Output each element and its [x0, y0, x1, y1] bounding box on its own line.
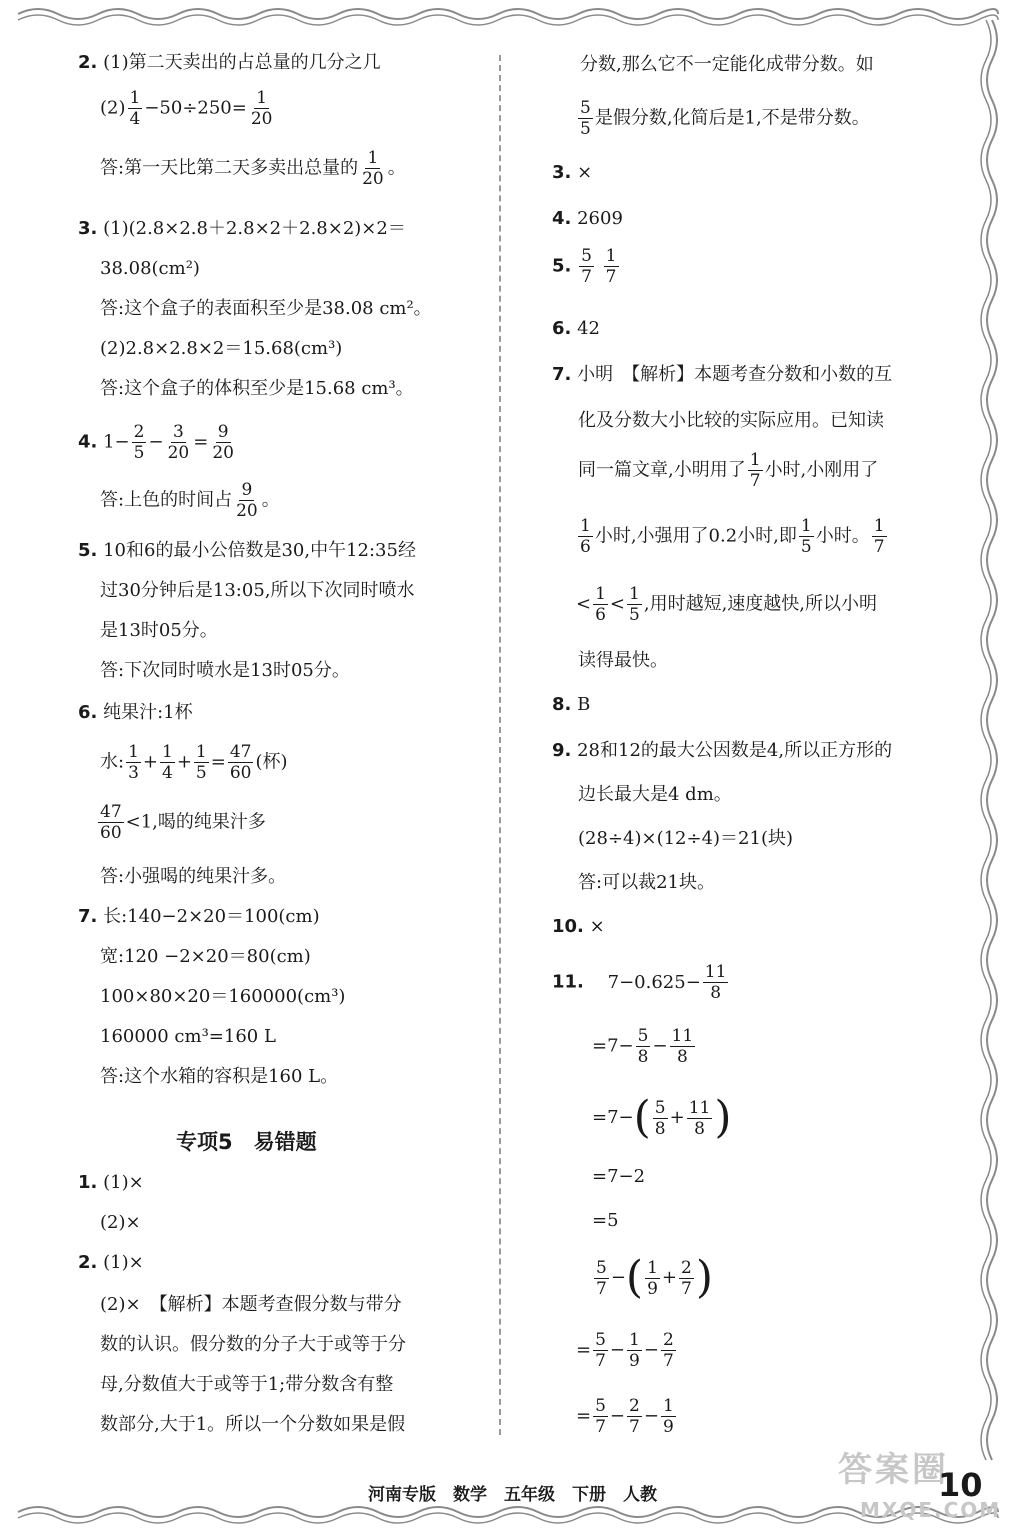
fraction: $\frac{2}{5}$: [133, 422, 145, 463]
fraction: $\frac{5}{7}$: [595, 1330, 606, 1371]
r-q10: 10. ×: [552, 916, 605, 937]
watermark-url: MXQE.COM: [860, 1498, 1002, 1522]
r-q11-line3: =7−( $\frac{5}{8}$ + $\frac{11}{8}$ ): [592, 1092, 732, 1143]
r-q6: 6. 42: [552, 318, 601, 339]
fraction: $\frac{11}{8}$: [671, 1026, 694, 1067]
r-q3: 3. ×: [552, 162, 593, 183]
s1-part2: (2)×: [100, 1212, 141, 1233]
section-title: 专项5 易错题: [176, 1130, 317, 1154]
q3-part1-line1: 3. (1)(2.8×2.8＋2.8×2＋2.8×2)×2＝: [78, 218, 406, 239]
page-number: 10: [938, 1466, 983, 1504]
q2-part1: 2. (1)第二天卖出的占总量的几分之几: [78, 52, 381, 73]
q6-line1: 6. 纯果汁:1杯: [78, 702, 193, 723]
q5-line1: 5. 10和6的最小公倍数是30,中午12:35经: [78, 540, 416, 561]
r-q9-line3: (28÷4)×(12÷4)＝21(块): [578, 828, 793, 849]
r-continuation-line2: $\frac{5}{5}$ 是假分数,化简后是1,不是带分数。: [580, 98, 870, 139]
fraction: $\frac{1}{4}$: [162, 742, 173, 783]
column-divider: [499, 55, 501, 1435]
footer-info: 河南专版 数学 五年级 下册 人教: [368, 1485, 657, 1505]
r-q9-answer: 答:可以裁21块。: [578, 872, 715, 893]
fraction: $\frac{1}{9}$: [647, 1257, 658, 1299]
q7-answer: 答:这个水箱的容积是160 L。: [100, 1066, 339, 1087]
q7-line2: 宽:120 −2×20＝80(cm): [100, 946, 311, 967]
fraction: $\frac{5}{5}$: [580, 98, 591, 139]
fraction: $\frac{11}{8}$: [688, 1097, 711, 1139]
fraction: $\frac{5}{8}$: [654, 1097, 666, 1139]
r-q5: 5. $\frac{5}{7}$ $\frac{1}{7}$: [552, 246, 617, 287]
fraction: $\frac{5}{7}$: [581, 246, 592, 287]
fraction: $\frac{1}{6}$: [580, 516, 591, 557]
r-q7-line5: < $\frac{1}{6}$ < $\frac{1}{5}$ ,用时越短,速度越快,所以小明: [576, 584, 878, 625]
q2-part2: (2) $\frac{1}{4}$ −50÷250= $\frac{1}{20}$: [100, 88, 273, 129]
r-q11-line6: $\frac{5}{7}$ −( $\frac{1}{9}$ + $\frac{2}{7}$ ): [596, 1252, 714, 1303]
q3-part1-line2: 38.08(cm²): [100, 258, 200, 279]
s2-part2-line3: 母,分数值大于或等于1;带分数含有整: [100, 1374, 394, 1395]
s2-part1: 2. (1)×: [78, 1252, 144, 1273]
fraction: $\frac{9}{20}$: [212, 422, 234, 463]
fraction: $\frac{11}{8}$: [704, 962, 727, 1003]
q7-line3: 100×80×20＝160000(cm³): [100, 986, 346, 1007]
fraction: $\frac{3}{20}$: [167, 422, 190, 463]
fraction: $\frac{1}{7}$: [605, 246, 617, 287]
fraction: $\frac{5}{8}$: [637, 1026, 649, 1067]
r-q7-line3: 同一篇文章,小明用了 $\frac{1}{7}$ 小时,小刚用了: [578, 450, 879, 491]
fraction: $\frac{5}{7}$: [595, 1396, 606, 1437]
fraction: $\frac{1}{20}$: [250, 88, 273, 129]
fraction: $\frac{1}{20}$: [362, 148, 384, 189]
s2-part2-line1: (2)× 【解析】本题考查假分数与带分: [100, 1294, 402, 1315]
fraction: $\frac{1}{6}$: [595, 584, 606, 625]
r-q7-line6: 读得最快。: [578, 650, 668, 671]
r-q11-line4: =7−2: [592, 1166, 646, 1187]
r-q11-line8: = $\frac{5}{7}$ − $\frac{2}{7}$ − $\frac{1}{9}$: [576, 1396, 674, 1437]
q7-line4: 160000 cm³=160 L: [100, 1026, 276, 1047]
r-q7-line2: 化及分数大小比较的实际应用。已知读: [578, 410, 884, 431]
fraction: $\frac{1}{7}$: [873, 516, 885, 557]
q4-expression: 4. 1− $\frac{2}{5}$ − $\frac{3}{20}$ = $\frac{9}{20}$: [78, 422, 234, 463]
r-q11-line1: 11. 7−0.625− $\frac{11}{8}$: [552, 962, 727, 1003]
s1-part1: 1. (1)×: [78, 1172, 144, 1193]
q4-answer: 答:上色的时间占 $\frac{9}{20}$ 。: [100, 480, 280, 521]
r-continuation-line1: 分数,那么它不一定能化成带分数。如: [580, 54, 874, 75]
r-q8: 8. B: [552, 694, 591, 715]
s2-part2-line2: 数的认识。假分数的分子大于或等于分: [100, 1334, 406, 1355]
fraction: $\frac{2}{7}$: [629, 1396, 640, 1437]
q3-part1-answer: 答:这个盒子的表面积至少是38.08 cm²。: [100, 298, 432, 319]
fraction: $\frac{2}{7}$: [662, 1330, 674, 1371]
fraction: $\frac{47}{60}$: [100, 802, 122, 843]
r-q4: 4. 2609: [552, 208, 623, 229]
fraction: $\frac{5}{7}$: [596, 1257, 607, 1299]
fraction: $\frac{1}{7}$: [749, 450, 761, 491]
q5-line2: 过30分钟后是13:05,所以下次同时喷水: [100, 580, 415, 601]
q5-answer: 答:下次同时喷水是13时05分。: [100, 660, 350, 681]
watermark-text: 答案圈: [838, 1450, 949, 1490]
q3-part2-answer: 答:这个盒子的体积至少是15.68 cm³。: [100, 378, 414, 399]
q5-line3: 是13时05分。: [100, 620, 218, 641]
q6-line2: 水: $\frac{1}{3}$ + $\frac{1}{4}$ + $\frac{1}{5}$ = $\frac{47}{60}$ (杯): [100, 742, 288, 783]
r-q9-line2: 边长最大是4 dm。: [578, 784, 732, 805]
q6-line3: $\frac{47}{60}$ <1,喝的纯果汁多: [100, 802, 266, 843]
fraction: $\frac{1}{5}$: [629, 584, 640, 625]
fraction: $\frac{1}{4}$: [129, 88, 141, 129]
r-q7-line1: 7. 小明 【解析】本题考查分数和小数的互: [552, 364, 893, 385]
fraction: $\frac{1}{5}$: [800, 516, 812, 557]
q6-answer: 答:小强喝的纯果汁多。: [100, 866, 287, 887]
s2-part2-line4: 数部分,大于1。所以一个分数如果是假: [100, 1414, 406, 1435]
q7-line1: 7. 长:140−2×20＝100(cm): [78, 906, 320, 927]
fraction: $\frac{2}{7}$: [681, 1257, 692, 1299]
r-q11-line5: =5: [592, 1210, 619, 1231]
r-q7-line4: $\frac{1}{6}$ 小时,小强用了0.2小时,即 $\frac{1}{5}$ 小时。 $\frac{1}{7}$: [580, 516, 885, 557]
fraction: $\frac{1}{3}$: [128, 742, 139, 783]
fraction: $\frac{47}{60}$: [229, 742, 252, 783]
fraction: $\frac{1}{9}$: [629, 1330, 640, 1371]
r-q9-line1: 9. 28和12的最大公因数是4,所以正方形的: [552, 740, 893, 761]
r-q11-line7: = $\frac{5}{7}$ − $\frac{1}{9}$ − $\frac{2}{7}$: [576, 1330, 674, 1371]
fraction: $\frac{1}{9}$: [662, 1396, 674, 1437]
fraction: $\frac{9}{20}$: [236, 480, 258, 521]
r-q11-line2: =7− $\frac{5}{8}$ − $\frac{11}{8}$: [592, 1026, 694, 1067]
q2-answer: 答:第一天比第二天多卖出总量的 $\frac{1}{20}$ 。: [100, 148, 406, 189]
fraction: $\frac{1}{5}$: [195, 742, 207, 783]
q3-part2: (2)2.8×2.8×2＝15.68(cm³): [100, 338, 343, 359]
